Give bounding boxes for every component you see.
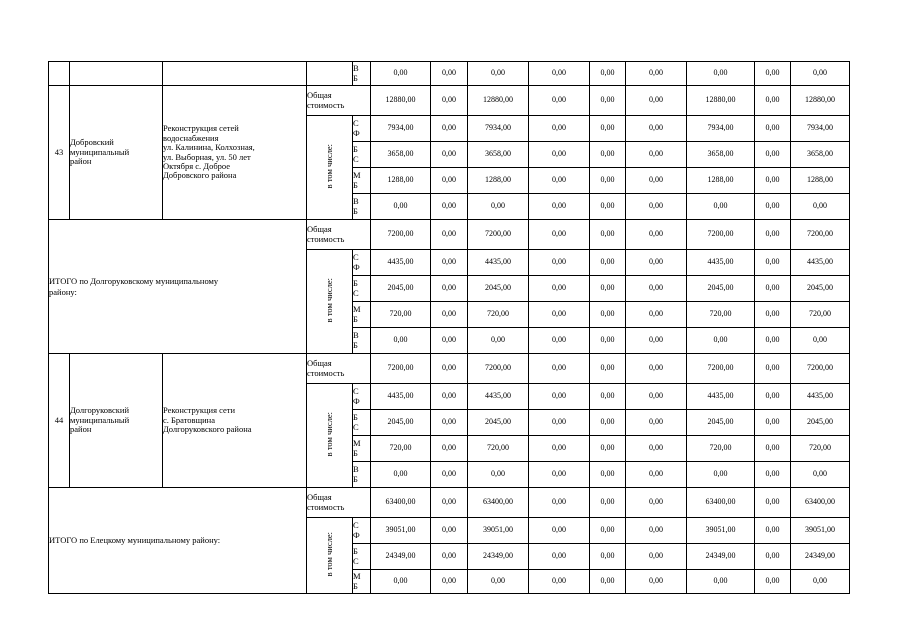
- value-cell: 39051,00: [791, 518, 850, 544]
- value-cell: 0,00: [590, 488, 626, 518]
- value-cell: 63400,00: [371, 488, 431, 518]
- value-cell: 1288,00: [687, 168, 755, 194]
- value-cell: 12880,00: [687, 86, 755, 116]
- value-cell: 720,00: [791, 436, 850, 462]
- value-cell: 7934,00: [371, 116, 431, 142]
- value-cell: 1288,00: [791, 168, 850, 194]
- value-cell: 24349,00: [791, 544, 850, 570]
- value-cell: 0,00: [755, 276, 791, 302]
- value-cell: 0,00: [687, 570, 755, 594]
- value-cell: 0,00: [529, 116, 590, 142]
- value-cell: 4435,00: [468, 250, 529, 276]
- value-cell: 0,00: [529, 86, 590, 116]
- value-cell: 0,00: [468, 62, 529, 86]
- in-total-label: в том числе:: [324, 144, 335, 189]
- value-cell: 0,00: [626, 328, 687, 354]
- value-cell: 0,00: [626, 302, 687, 328]
- value-cell: 0,00: [626, 168, 687, 194]
- value-cell: 0,00: [431, 462, 468, 488]
- value-cell: 720,00: [468, 302, 529, 328]
- value-cell: 0,00: [687, 62, 755, 86]
- value-cell: 0,00: [626, 276, 687, 302]
- value-cell: 0,00: [590, 544, 626, 570]
- value-cell: 7200,00: [687, 354, 755, 384]
- value-cell: 0,00: [626, 544, 687, 570]
- value-cell: 0,00: [755, 250, 791, 276]
- funding-source-code: М Б: [353, 570, 371, 594]
- value-cell: 0,00: [529, 410, 590, 436]
- funding-source-code: Б С: [353, 276, 371, 302]
- funding-source-code: Б С: [353, 410, 371, 436]
- value-cell: 0,00: [755, 570, 791, 594]
- value-cell: 0,00: [529, 142, 590, 168]
- municipality-name: Долгоруковский муниципальный район: [70, 354, 163, 488]
- value-cell: 2045,00: [371, 410, 431, 436]
- value-cell: 2045,00: [791, 276, 850, 302]
- value-cell: 0,00: [626, 62, 687, 86]
- value-cell: 0,00: [468, 570, 529, 594]
- value-cell: 0,00: [431, 436, 468, 462]
- value-cell: 7200,00: [791, 220, 850, 250]
- value-cell: 0,00: [590, 250, 626, 276]
- value-cell: 0,00: [755, 436, 791, 462]
- value-cell: 720,00: [371, 302, 431, 328]
- value-cell: 4435,00: [791, 384, 850, 410]
- value-cell: 0,00: [529, 462, 590, 488]
- funding-source-code: В Б: [353, 194, 371, 220]
- value-cell: 0,00: [431, 116, 468, 142]
- value-cell: 12880,00: [371, 86, 431, 116]
- value-cell: 0,00: [468, 328, 529, 354]
- value-cell: 63400,00: [687, 488, 755, 518]
- value-cell: 3658,00: [468, 142, 529, 168]
- value-cell: 0,00: [626, 570, 687, 594]
- value-cell: 0,00: [431, 142, 468, 168]
- value-cell: 0,00: [590, 302, 626, 328]
- value-cell: 0,00: [590, 142, 626, 168]
- value-cell: 0,00: [590, 220, 626, 250]
- value-cell: 0,00: [755, 410, 791, 436]
- itogo-label: ИТОГО по Долгоруковскому муниципальному району:: [49, 220, 307, 354]
- value-cell: 0,00: [431, 518, 468, 544]
- value-cell: 0,00: [431, 354, 468, 384]
- value-cell: 0,00: [431, 410, 468, 436]
- value-cell: 0,00: [590, 436, 626, 462]
- value-cell: 2045,00: [468, 276, 529, 302]
- table-row: [49, 488, 850, 518]
- in-total-label: в том числе:: [324, 278, 335, 323]
- funding-source-code: Б С: [353, 544, 371, 570]
- value-cell: 0,00: [687, 194, 755, 220]
- value-cell: 0,00: [755, 488, 791, 518]
- value-cell: 12880,00: [468, 86, 529, 116]
- value-cell: 0,00: [687, 328, 755, 354]
- value-cell: 0,00: [529, 220, 590, 250]
- value-cell: 2045,00: [468, 410, 529, 436]
- value-cell: 39051,00: [687, 518, 755, 544]
- funding-source-code: Б С: [353, 142, 371, 168]
- value-cell: 0,00: [529, 194, 590, 220]
- value-cell: 0,00: [529, 436, 590, 462]
- value-cell: 0,00: [626, 116, 687, 142]
- value-cell: 0,00: [431, 488, 468, 518]
- value-cell: 0,00: [431, 328, 468, 354]
- value-cell: 63400,00: [791, 488, 850, 518]
- value-cell: 0,00: [431, 384, 468, 410]
- municipality-name: Добровский муниципальный район: [70, 86, 163, 220]
- value-cell: 0,00: [755, 384, 791, 410]
- value-cell: 7934,00: [468, 116, 529, 142]
- value-cell: 0,00: [431, 544, 468, 570]
- value-cell: 0,00: [626, 142, 687, 168]
- value-cell: 0,00: [431, 570, 468, 594]
- total-cost-label: Общая стоимость: [307, 86, 371, 116]
- value-cell: 0,00: [431, 276, 468, 302]
- value-cell: 0,00: [626, 518, 687, 544]
- value-cell: 0,00: [755, 116, 791, 142]
- table-body: [49, 62, 850, 594]
- in-total-label: в том числе:: [324, 412, 335, 457]
- value-cell: 0,00: [590, 354, 626, 384]
- value-cell: 2045,00: [687, 276, 755, 302]
- value-cell: 0,00: [791, 328, 850, 354]
- funding-source-code: М Б: [353, 302, 371, 328]
- value-cell: 3658,00: [687, 142, 755, 168]
- value-cell: 0,00: [529, 570, 590, 594]
- value-cell: 0,00: [791, 570, 850, 594]
- value-cell: 0,00: [468, 194, 529, 220]
- value-cell: 0,00: [529, 302, 590, 328]
- value-cell: 2045,00: [371, 276, 431, 302]
- value-cell: 0,00: [590, 116, 626, 142]
- value-cell: 0,00: [529, 488, 590, 518]
- value-cell: 4435,00: [468, 384, 529, 410]
- value-cell: 0,00: [755, 302, 791, 328]
- value-cell: 4435,00: [687, 384, 755, 410]
- value-cell: 0,00: [755, 194, 791, 220]
- value-cell: 0,00: [590, 276, 626, 302]
- value-cell: 0,00: [529, 62, 590, 86]
- value-cell: 7200,00: [791, 354, 850, 384]
- value-cell: 0,00: [755, 462, 791, 488]
- value-cell: 0,00: [626, 220, 687, 250]
- value-cell: 2045,00: [791, 410, 850, 436]
- value-cell: 63400,00: [468, 488, 529, 518]
- project-name: Реконструкция сетей водоснабжения ул. Калинина, Колхозная, ул. Выборная, ул. 50 лет Октября с. Доброе Добровского района: [163, 86, 307, 220]
- value-cell: 0,00: [431, 220, 468, 250]
- value-cell: 0,00: [529, 276, 590, 302]
- value-cell: 0,00: [590, 518, 626, 544]
- value-cell: 0,00: [755, 354, 791, 384]
- value-cell: 7200,00: [371, 354, 431, 384]
- value-cell: 0,00: [687, 462, 755, 488]
- value-cell: 0,00: [431, 168, 468, 194]
- table-row: [49, 354, 850, 384]
- value-cell: 0,00: [431, 86, 468, 116]
- funding-source-code: В Б: [353, 62, 371, 86]
- project-name: Реконструкция сети с. Братовщина Долгоруковского района: [163, 354, 307, 488]
- value-cell: 0,00: [755, 220, 791, 250]
- empty-cell: [307, 62, 353, 86]
- value-cell: 0,00: [371, 194, 431, 220]
- table-row: [49, 220, 850, 250]
- value-cell: 24349,00: [468, 544, 529, 570]
- value-cell: 0,00: [590, 168, 626, 194]
- value-cell: 0,00: [529, 544, 590, 570]
- value-cell: 0,00: [529, 168, 590, 194]
- value-cell: 0,00: [371, 462, 431, 488]
- funding-source-code: В Б: [353, 328, 371, 354]
- value-cell: 0,00: [626, 488, 687, 518]
- value-cell: 1288,00: [468, 168, 529, 194]
- table-row: [49, 86, 850, 116]
- value-cell: 0,00: [755, 544, 791, 570]
- value-cell: 0,00: [755, 62, 791, 86]
- value-cell: 720,00: [371, 436, 431, 462]
- value-cell: 0,00: [371, 62, 431, 86]
- value-cell: 0,00: [791, 62, 850, 86]
- value-cell: 0,00: [626, 194, 687, 220]
- value-cell: 0,00: [791, 194, 850, 220]
- value-cell: 0,00: [755, 168, 791, 194]
- value-cell: 7934,00: [687, 116, 755, 142]
- value-cell: 0,00: [431, 62, 468, 86]
- value-cell: 0,00: [371, 328, 431, 354]
- in-total-label-cell: [307, 116, 353, 220]
- value-cell: 0,00: [431, 302, 468, 328]
- value-cell: 7200,00: [468, 354, 529, 384]
- value-cell: 0,00: [529, 250, 590, 276]
- funding-source-code: С Ф: [353, 518, 371, 544]
- value-cell: 4435,00: [791, 250, 850, 276]
- value-cell: 0,00: [626, 410, 687, 436]
- value-cell: 4435,00: [687, 250, 755, 276]
- value-cell: 720,00: [468, 436, 529, 462]
- total-cost-label: Общая стоимость: [307, 220, 371, 250]
- in-total-label-cell: [307, 518, 353, 594]
- funding-source-code: С Ф: [353, 384, 371, 410]
- funding-source-code: С Ф: [353, 250, 371, 276]
- value-cell: 0,00: [791, 462, 850, 488]
- total-cost-label: Общая стоимость: [307, 354, 371, 384]
- value-cell: 0,00: [626, 384, 687, 410]
- value-cell: 0,00: [755, 142, 791, 168]
- empty-cell: [163, 62, 307, 86]
- value-cell: 0,00: [590, 410, 626, 436]
- value-cell: 720,00: [791, 302, 850, 328]
- in-total-label-cell: [307, 384, 353, 488]
- funding-source-code: М Б: [353, 168, 371, 194]
- value-cell: 0,00: [590, 384, 626, 410]
- funding-source-code: М Б: [353, 436, 371, 462]
- value-cell: 0,00: [626, 436, 687, 462]
- funding-source-code: С Ф: [353, 116, 371, 142]
- empty-cell: [70, 62, 163, 86]
- empty-cell: [49, 62, 70, 86]
- value-cell: 0,00: [529, 518, 590, 544]
- budget-table: [48, 61, 850, 594]
- value-cell: 0,00: [590, 328, 626, 354]
- value-cell: 0,00: [529, 384, 590, 410]
- value-cell: 3658,00: [791, 142, 850, 168]
- total-cost-label: Общая стоимость: [307, 488, 371, 518]
- value-cell: 0,00: [755, 86, 791, 116]
- value-cell: 720,00: [687, 436, 755, 462]
- value-cell: 0,00: [755, 518, 791, 544]
- value-cell: 12880,00: [791, 86, 850, 116]
- table-row: [49, 62, 850, 86]
- value-cell: 39051,00: [468, 518, 529, 544]
- value-cell: 3658,00: [371, 142, 431, 168]
- in-total-label-cell: [307, 250, 353, 354]
- value-cell: 0,00: [626, 250, 687, 276]
- value-cell: 0,00: [590, 462, 626, 488]
- value-cell: 0,00: [626, 86, 687, 116]
- value-cell: 0,00: [529, 354, 590, 384]
- value-cell: 0,00: [626, 462, 687, 488]
- value-cell: 24349,00: [687, 544, 755, 570]
- value-cell: 720,00: [687, 302, 755, 328]
- value-cell: 0,00: [626, 354, 687, 384]
- funding-source-code: В Б: [353, 462, 371, 488]
- value-cell: 0,00: [431, 250, 468, 276]
- value-cell: 24349,00: [371, 544, 431, 570]
- value-cell: 1288,00: [371, 168, 431, 194]
- value-cell: 7200,00: [687, 220, 755, 250]
- value-cell: 0,00: [590, 86, 626, 116]
- value-cell: 0,00: [468, 462, 529, 488]
- value-cell: 7934,00: [791, 116, 850, 142]
- value-cell: 7200,00: [468, 220, 529, 250]
- value-cell: 7200,00: [371, 220, 431, 250]
- row-number: 44: [49, 354, 70, 488]
- itogo-label: ИТОГО по Елецкому муниципальному району:: [49, 488, 307, 594]
- value-cell: 0,00: [431, 194, 468, 220]
- value-cell: 0,00: [590, 570, 626, 594]
- value-cell: 0,00: [590, 194, 626, 220]
- value-cell: 2045,00: [687, 410, 755, 436]
- value-cell: 4435,00: [371, 384, 431, 410]
- value-cell: 4435,00: [371, 250, 431, 276]
- in-total-label: в том числе:: [324, 532, 335, 577]
- value-cell: 0,00: [371, 570, 431, 594]
- row-number: 43: [49, 86, 70, 220]
- value-cell: 0,00: [590, 62, 626, 86]
- value-cell: 0,00: [529, 328, 590, 354]
- value-cell: 39051,00: [371, 518, 431, 544]
- value-cell: 0,00: [755, 328, 791, 354]
